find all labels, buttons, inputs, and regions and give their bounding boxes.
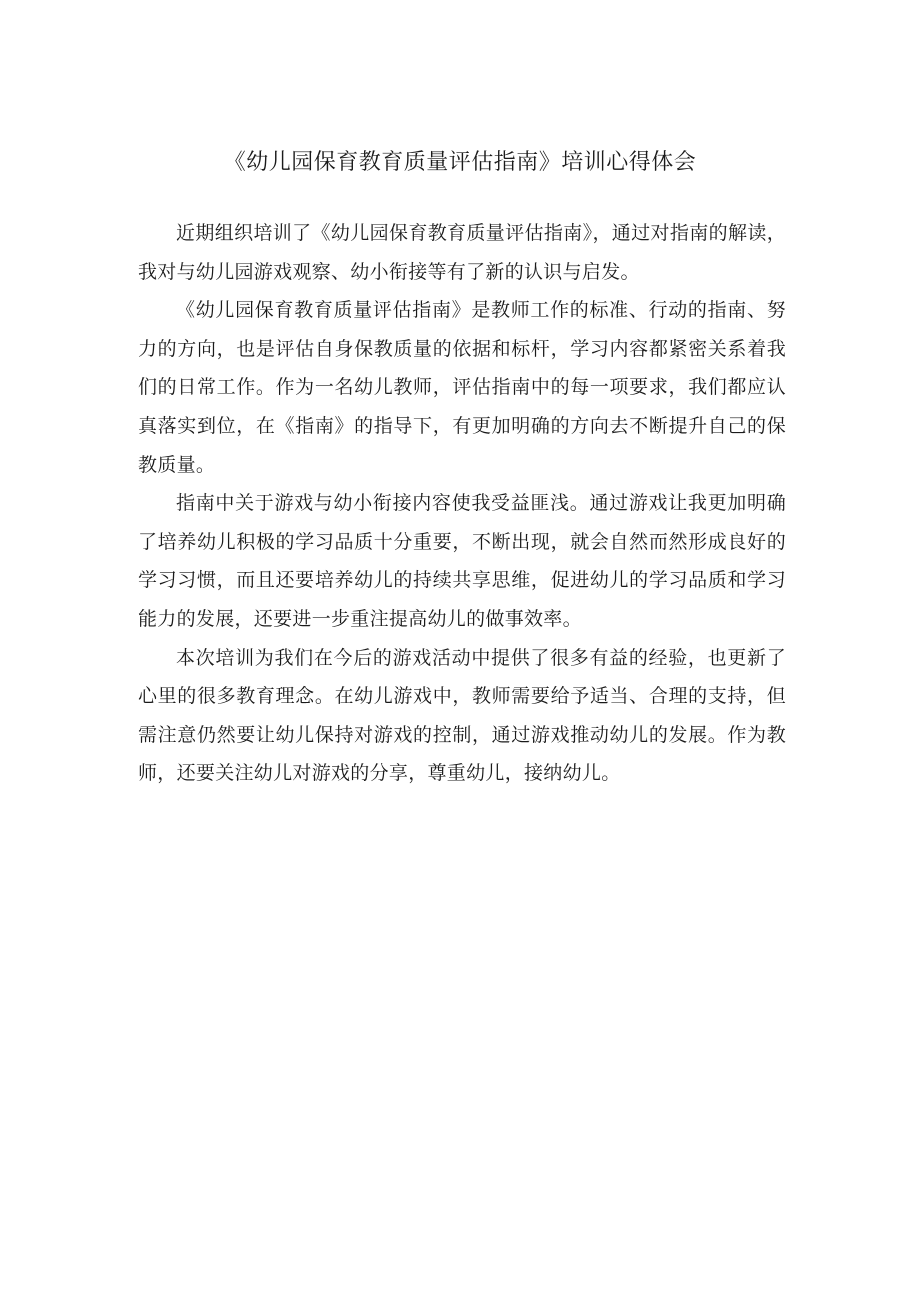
- paragraph-2: 《幼儿园保育教育质量评估指南》是教师工作的标准、行动的指南、努力的方向，也是评估自身保教质量的依据和标杆，学习内容都紧密关系着我们的日常工作。作为一名幼儿教师，评估指南中的每一项要求，我们都应认真落实到位，在《指南》的指导下，有更加明确的方向去不断提升自己的保教质量。: [138, 299, 786, 476]
- paragraph-4: 本次培训为我们在今后的游戏活动中提供了很多有益的经验，也更新了心里的很多教育理念。在幼儿游戏中，教师需要给予适当、合理的支持，但需注意仍然要让幼儿保持对游戏的控制，通过游戏推动幼儿的发展。作为教师，还要关注幼儿对游戏的分享，尊重幼儿，接纳幼儿。: [138, 646, 786, 785]
- paragraph-3: 指南中关于游戏与幼小衔接内容使我受益匪浅。通过游戏让我更加明确了培养幼儿积极的学习品质十分重要，不断出现，就会自然而然形成良好的学习习惯，而且还要培养幼儿的持续共享思维，促进幼儿的学习品质和学习能力的发展，还要进一步重注提高幼儿的做事效率。: [138, 492, 786, 630]
- document-title: 《幼儿园保育教育质量评估指南》培训心得体会: [223, 150, 697, 175]
- paragraph-1: 近期组织培训了《幼儿园保育教育质量评估指南》，通过对指南的解读，我对与幼儿园游戏观察、幼小衔接等有了新的认识与启发。: [138, 222, 786, 283]
- document-body: [138, 214, 786, 793]
